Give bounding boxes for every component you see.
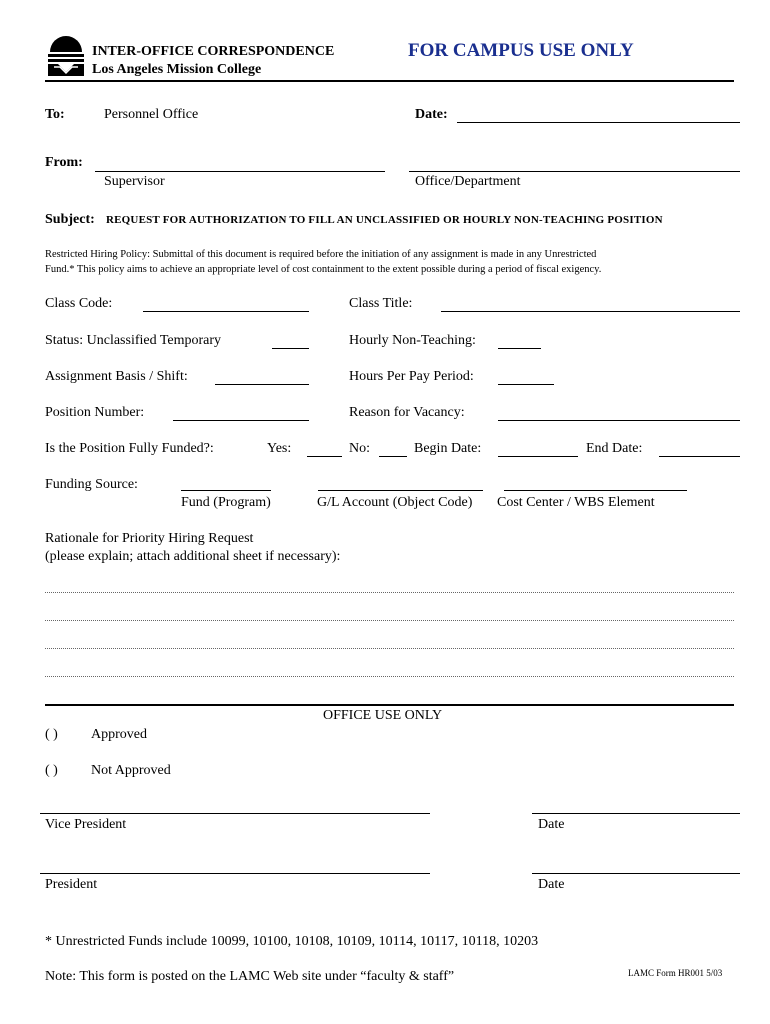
from-label: From: [45,155,83,170]
no-label: No: [349,441,370,456]
class-code-field[interactable] [143,311,309,312]
class-code-label: Class Code: [45,296,113,311]
president-date-field[interactable] [532,873,740,874]
vice-president-date-field[interactable] [532,813,740,814]
rationale-line-4[interactable] [45,676,734,677]
to-label: To: [45,107,65,122]
cost-center-field[interactable] [504,490,687,491]
college-name: Los Angeles Mission College [92,62,262,77]
cost-center-caption: Cost Center / WBS Element [497,495,655,510]
position-number-field[interactable] [173,420,309,421]
begin-date-field[interactable] [498,456,578,457]
header-rule [45,80,734,82]
no-field[interactable] [379,456,407,457]
hours-field[interactable] [498,384,554,385]
unrestricted-funds-note: * Unrestricted Funds include 10099, 10100, 10108, 10109, 10114, 10117, 10118, 10203 [45,934,539,949]
class-title-label: Class Title: [349,296,413,311]
assignment-label: Assignment Basis / Shift: [45,369,188,384]
header-title: INTER-OFFICE CORRESPONDENCE [92,44,335,59]
status-label: Status: Unclassified Temporary [45,333,222,348]
campus-use-banner: FOR CAMPUS USE ONLY [408,40,634,61]
funding-source-label: Funding Source: [45,477,138,492]
position-number-label: Position Number: [45,405,145,420]
fund-program-caption: Fund (Program) [181,495,271,510]
rationale-line-3[interactable] [45,648,734,649]
president-date-caption: Date [538,877,565,892]
not-approved-checkbox[interactable]: ( ) [45,763,58,778]
rationale-line-1[interactable] [45,592,734,593]
vice-president-date-caption: Date [538,817,565,832]
funded-label: Is the Position Fully Funded?: [45,441,214,456]
fund-program-field[interactable] [181,490,271,491]
policy-line-2: Fund.* This policy aims to achieve an appropriate level of cost containment to the extent possible during a period of fiscal exigency. [45,264,602,275]
date-label: Date: [415,107,448,122]
supervisor-caption: Supervisor [104,174,165,189]
hourly-checkbox-field[interactable] [498,348,541,349]
yes-field[interactable] [307,456,342,457]
office-caption: Office/Department [415,174,521,189]
web-posting-note: Note: This form is posted on the LAMC Web site under “faculty & staff” [45,969,455,984]
rationale-line-2[interactable] [45,620,734,621]
office-department-field[interactable] [409,171,740,172]
end-date-label: End Date: [586,441,643,456]
begin-date-label: Begin Date: [414,441,482,456]
supervisor-field[interactable] [95,171,385,172]
office-use-rule [45,704,734,706]
form-id: LAMC Form HR001 5/03 [628,968,723,978]
to-value: Personnel Office [104,107,199,122]
not-approved-label: Not Approved [91,763,171,778]
approved-label: Approved [91,727,147,742]
approved-checkbox[interactable]: ( ) [45,727,58,742]
date-field[interactable] [457,122,740,123]
office-use-title: OFFICE USE ONLY [323,708,443,723]
hours-label: Hours Per Pay Period: [349,369,474,384]
subject-text: REQUEST FOR AUTHORIZATION TO FILL AN UNCLASSIFIED OR HOURLY NON-TEACHING POSITION [106,214,663,226]
assignment-field[interactable] [215,384,309,385]
rationale-heading: Rationale for Priority Hiring Request [45,531,254,546]
hourly-label: Hourly Non-Teaching: [349,333,476,348]
rationale-instructions: (please explain; attach additional sheet if necessary): [45,549,341,564]
status-checkbox-field[interactable] [272,348,309,349]
college-logo [46,34,86,76]
gl-account-field[interactable] [318,490,483,491]
policy-line-1: Restricted Hiring Policy: Submittal of this document is required before the initiation of any assignment is made in any Unrestricted [45,249,597,260]
mountain-logo-icon [46,34,86,76]
class-title-field[interactable] [441,311,740,312]
yes-label: Yes: [267,441,292,456]
president-signature-field[interactable] [40,873,430,874]
vice-president-signature-field[interactable] [40,813,430,814]
subject-label: Subject: [45,212,95,227]
president-caption: President [45,877,98,892]
gl-account-caption: G/L Account (Object Code) [317,495,473,510]
reason-label: Reason for Vacancy: [349,405,465,420]
vice-president-caption: Vice President [45,817,127,832]
end-date-field[interactable] [659,456,740,457]
reason-field[interactable] [498,420,740,421]
